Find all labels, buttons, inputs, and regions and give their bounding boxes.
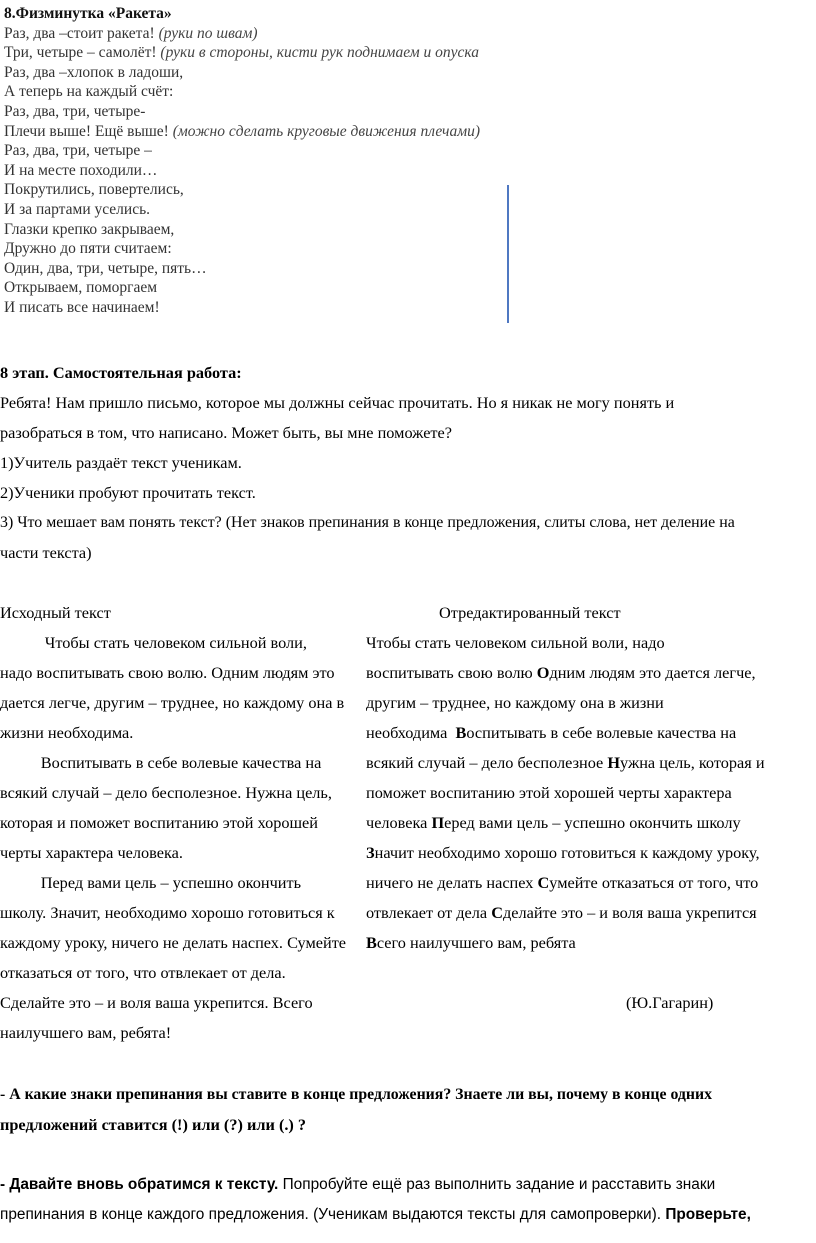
poem-line bbox=[4, 239, 508, 259]
poem-line bbox=[4, 200, 508, 220]
step-3-line-2: части текста) bbox=[0, 543, 92, 562]
poem-line-text: Раз, два, три, четыре – bbox=[4, 142, 152, 160]
edited-text-line bbox=[366, 868, 814, 898]
poem-line bbox=[4, 24, 508, 44]
poem-line bbox=[4, 220, 508, 240]
edited-text-fragment: ничего не делать наспех bbox=[366, 873, 538, 892]
poem-line-text: И на месте походили… bbox=[4, 161, 158, 179]
edited-text-fragment: всякий случай – дело бесполезное bbox=[366, 753, 608, 772]
poem-line-text: Глазки крепко закрываем, bbox=[4, 220, 175, 238]
poem-line-text: Покрутились, повертелись, bbox=[4, 181, 184, 199]
poem-line-note: (можно сделать круговые движения плечами) bbox=[172, 122, 480, 140]
left-column-header: Исходный текст bbox=[0, 603, 111, 622]
vertical-rule bbox=[507, 185, 509, 323]
poem-line bbox=[4, 63, 508, 83]
edited-text-fragment: Чтобы стать человеком сильной воли, надо bbox=[366, 633, 665, 652]
edited-text-line bbox=[366, 718, 814, 748]
original-text-line: отказаться от того, что отвлекает от дела. bbox=[0, 963, 286, 982]
question-2-line-2-text: препинания в конце каждого предложения. (Ученикам выдаются тексты для самопроверки). bbox=[0, 1206, 666, 1223]
poem-line-text: Три, четыре – самолёт! bbox=[4, 44, 161, 62]
original-text-line: Чтобы стать человеком сильной воли, bbox=[0, 633, 307, 652]
edited-text-fragment: поможет воспитанию этой хорошей черты характера bbox=[366, 783, 732, 802]
question-1-line-1: - А какие знаки препинания вы ставите в конце предложения? Знаете ли вы, почему в конце одних bbox=[0, 1086, 713, 1103]
poem-line-text: Один, два, три, четыре, пять… bbox=[4, 259, 207, 277]
poem-line bbox=[4, 43, 508, 63]
edited-text-fragment: делайте это – и воля ваша укрепится bbox=[502, 903, 757, 922]
edited-text-fragment: начит необходимо хорошо готовиться к каждому уроку, bbox=[374, 843, 760, 862]
edited-text-line bbox=[366, 628, 814, 658]
right-column-header: Отредактированный текст bbox=[439, 603, 621, 622]
original-text-column bbox=[0, 628, 364, 1048]
original-text-line: которая и поможет воспитанию этой хорошей bbox=[0, 813, 318, 832]
capital-letter: С bbox=[537, 873, 550, 892]
edited-text-fragment: другим – труднее, но каждому она в жизни bbox=[366, 693, 664, 712]
step-1: 1)Учитель раздаёт текст ученикам. bbox=[0, 453, 242, 472]
edited-text-fragment: человека bbox=[366, 813, 432, 832]
original-text-line: надо воспитывать свою волю. Одним людям это bbox=[0, 663, 335, 682]
capital-letter: В bbox=[455, 723, 467, 742]
step-2: 2)Ученики пробуют прочитать текст. bbox=[0, 483, 256, 502]
edited-text-fragment: ужна цель, которая и bbox=[620, 753, 765, 772]
capital-letter: В bbox=[366, 933, 377, 952]
poem-line-text: И за партами уселись. bbox=[4, 200, 151, 218]
poem-line-text: Раз, два –хлопок в ладоши, bbox=[4, 63, 184, 81]
original-text-line: черты характера человека. bbox=[0, 843, 183, 862]
poem-line bbox=[4, 278, 508, 298]
original-text-line: каждому уроку, ничего не делать наспех. Сумейте bbox=[0, 933, 347, 952]
edited-text-fragment: отвлекает от дела bbox=[366, 903, 492, 922]
poem-line-note: (руки по швам) bbox=[158, 24, 258, 42]
edited-text-line bbox=[366, 748, 814, 778]
intro-line-2: разобраться в том, что написано. Может быть, вы мне поможете? bbox=[0, 423, 453, 442]
edited-text-column bbox=[366, 628, 814, 958]
poem-line-text: И писать все начинаем! bbox=[4, 298, 160, 316]
poem-block bbox=[4, 4, 508, 318]
edited-text-line bbox=[366, 688, 814, 718]
original-text-line: школу. Значит, необходимо хорошо готовиться к bbox=[0, 903, 335, 922]
original-text-line: наилучшего вам, ребята! bbox=[0, 1023, 172, 1042]
poem-line bbox=[4, 102, 508, 122]
question-2-bold-end: Проверьте, bbox=[665, 1206, 751, 1223]
edited-text-line bbox=[366, 778, 814, 808]
original-text-line: жизни необходима. bbox=[0, 723, 134, 742]
question-1-line-2: предложений ставится (!) или (?) или (.) ? bbox=[0, 1115, 307, 1134]
question-2-bold: - Давайте вновь обратимся к тексту. bbox=[0, 1176, 279, 1193]
poem-line-text: Плечи выше! Ещё выше! bbox=[4, 122, 173, 140]
edited-text-line bbox=[366, 808, 814, 838]
poem-lines bbox=[4, 24, 508, 318]
original-text-line: всякий случай – дело бесполезное. Нужна цель, bbox=[0, 783, 332, 802]
step-3-line-1: 3) Что мешает вам понять текст? (Нет знаков препинания в конце предложения, слиты слова, нет деление на bbox=[0, 514, 735, 531]
capital-letter: П bbox=[431, 813, 445, 832]
poem-line bbox=[4, 82, 508, 102]
poem-line-text: Открываем, поморгаем bbox=[4, 279, 158, 297]
stage-heading: 8 этап. Самостоятельная работа: bbox=[0, 363, 242, 382]
poem-line bbox=[4, 161, 508, 181]
edited-text-fragment: сего наилучшего вам, ребята bbox=[376, 933, 576, 952]
poem-line bbox=[4, 141, 508, 161]
edited-text-line bbox=[366, 898, 814, 928]
intro-line-1: Ребята! Нам пришло письмо, которое мы должны сейчас прочитать. Но я никак не могу понять и bbox=[0, 393, 675, 412]
poem-line bbox=[4, 180, 508, 200]
original-text-line: Воспитывать в себе волевые качества на bbox=[0, 753, 322, 772]
edited-text-line bbox=[366, 928, 814, 958]
edited-text-fragment: оспитывать в себе волевые качества на bbox=[466, 723, 737, 742]
capital-letter: З bbox=[366, 843, 375, 862]
original-text-line: Перед вами цель – успешно окончить bbox=[0, 873, 302, 892]
poem-line bbox=[4, 122, 508, 142]
author-signature: (Ю.Гагарин) bbox=[626, 993, 714, 1012]
capital-letter: О bbox=[536, 663, 550, 682]
original-text-line: дается легче, другим – труднее, но каждому она в bbox=[0, 693, 345, 712]
poem-line-text: Раз, два, три, четыре- bbox=[4, 102, 146, 120]
edited-text-line bbox=[366, 658, 814, 688]
capital-letter: С bbox=[491, 903, 503, 922]
poem-line bbox=[4, 298, 508, 318]
poem-title: 8.Физминутка «Ракета» bbox=[4, 5, 172, 22]
capital-letter: Н bbox=[607, 753, 621, 772]
edited-text-line bbox=[366, 838, 814, 868]
question-2-rest: Попробуйте ещё раз выполнить задание и расставить знаки bbox=[278, 1176, 716, 1193]
edited-text-fragment: необходима bbox=[366, 723, 456, 742]
edited-text-fragment: дним людям это дается легче, bbox=[549, 663, 756, 682]
edited-text-fragment: воспитывать свою волю bbox=[366, 663, 537, 682]
poem-line bbox=[4, 259, 508, 279]
poem-line-text: А теперь на каждый счёт: bbox=[4, 83, 174, 101]
poem-line-text: Раз, два –стоит ракета! bbox=[4, 24, 159, 42]
edited-text-fragment: еред вами цель – успешно окончить школу bbox=[444, 813, 741, 832]
question-2-line-1 bbox=[0, 1170, 715, 1200]
poem-line-text: Дружно до пяти считаем: bbox=[4, 240, 172, 258]
question-2-line-2 bbox=[0, 1200, 751, 1230]
original-text-line: Сделайте это – и воля ваша укрепится. Всего bbox=[0, 993, 313, 1012]
poem-line-note: (руки в стороны, кисти рук поднимаем и опуска bbox=[160, 44, 479, 62]
edited-text-fragment: умейте отказаться от того, что bbox=[549, 873, 759, 892]
